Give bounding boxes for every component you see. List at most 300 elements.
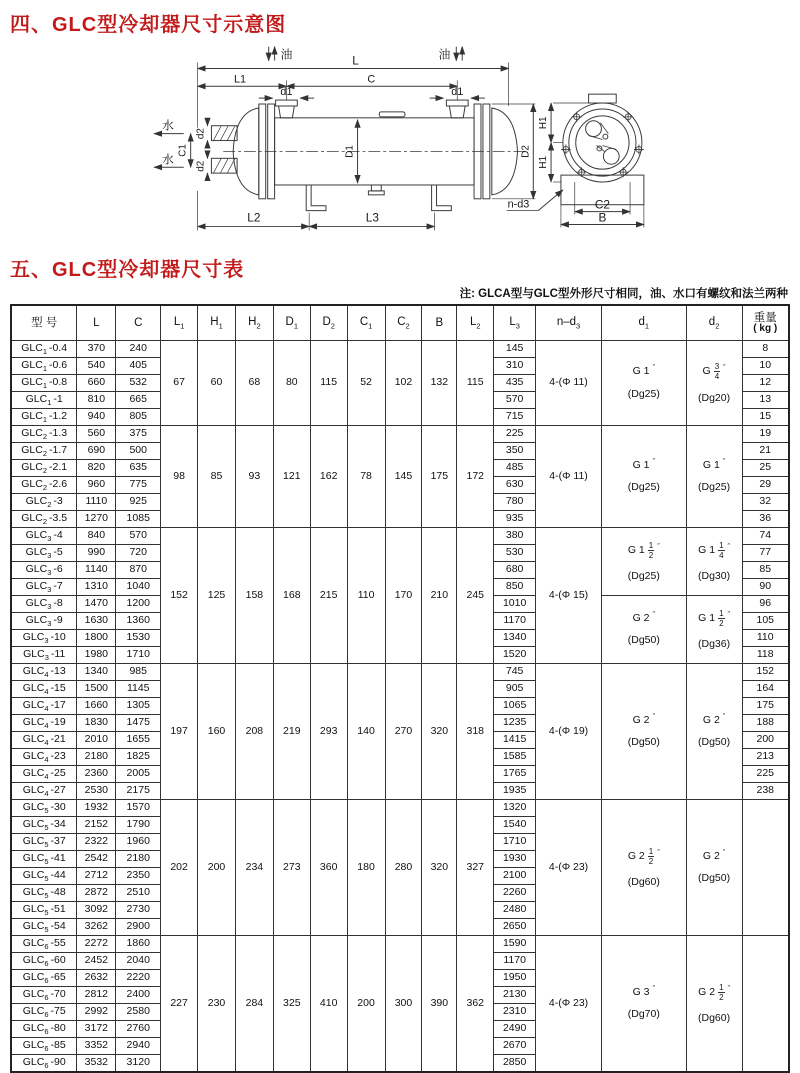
dim-cell: 158 [235,528,273,664]
value-cell: 2992 [77,1004,116,1021]
model-cell: $GLC_4$ -15 [11,681,77,698]
weight-cell: 15 [742,409,789,426]
l3-cell: 1935 [494,783,536,800]
weight-cell: 8 [742,341,789,358]
dim-label-C: C [367,73,376,86]
dimension-diagram [10,39,790,251]
value-cell: 2360 [77,766,116,783]
dim-label-C2: C2 [594,197,610,212]
value-cell: 3532 [77,1055,116,1073]
l3-cell: 1765 [494,766,536,783]
value-cell: 2272 [77,936,116,953]
l3-cell: 435 [494,375,536,392]
model-cell: $GLC_4$ -19 [11,715,77,732]
col-header-9: $C_2$ [385,305,422,341]
value-cell: 2220 [116,970,161,987]
l3-cell: 2260 [494,885,536,902]
value-cell: 2510 [116,885,161,902]
value-cell: 1790 [116,817,161,834]
model-cell: $GLC_2$ -3 [11,494,77,511]
value-cell: 810 [77,392,116,409]
col-header-15: $d_2$ [686,305,742,341]
value-cell: 240 [116,341,161,358]
value-cell: 1710 [116,647,161,664]
oil-label-left: 油 [280,47,293,62]
dim-cell: 327 [457,800,494,936]
dim-cell: 115 [310,341,347,426]
col-header-7: $D_2$ [310,305,347,341]
d1-cell: G 1 ″ (Dg25) [601,426,686,528]
weight-cell: 110 [742,630,789,647]
col-header-10: B [422,305,457,341]
dim-cell: 52 [347,341,385,426]
weight-cell: 13 [742,392,789,409]
model-cell: $GLC_3$ -5 [11,545,77,562]
value-cell: 570 [116,528,161,545]
section4-title: 四、GLC型冷却器尺寸示意图 [10,14,287,36]
dim-cell: 219 [273,664,310,800]
value-cell: 2730 [116,902,161,919]
dim-cell: 320 [422,664,457,800]
l3-cell: 2670 [494,1038,536,1055]
section5-title: 五、GLC型冷却器尺寸表 [10,259,245,281]
dim-cell: 60 [198,341,236,426]
nd3-cell: 4-(Φ 11) [536,341,602,426]
l3-cell: 780 [494,494,536,511]
header-row [11,305,789,341]
l3-cell: 1930 [494,851,536,868]
model-cell: $GLC_4$ -13 [11,664,77,681]
value-cell: 2322 [77,834,116,851]
model-cell: $GLC_6$ -85 [11,1038,77,1055]
value-cell: 925 [116,494,161,511]
value-cell: 1310 [77,579,116,596]
dim-label-d1-right: d1 [451,86,464,99]
model-cell: $GLC_5$ -44 [11,868,77,885]
l3-cell: 2650 [494,919,536,936]
model-cell: $GLC_3$ -8 [11,596,77,613]
value-cell: 1475 [116,715,161,732]
table-row [11,341,789,358]
dim-cell: 132 [422,341,457,426]
value-cell: 2530 [77,783,116,800]
model-cell: $GLC_2$ -2.6 [11,477,77,494]
weight-cell: 200 [742,732,789,749]
model-cell: $GLC_5$ -30 [11,800,77,817]
weight-cell: 213 [742,749,789,766]
dim-cell: 200 [198,800,236,936]
weight-cell: 29 [742,477,789,494]
dim-cell: 300 [385,936,422,1073]
value-cell: 1570 [116,800,161,817]
value-cell: 2712 [77,868,116,885]
value-cell: 1270 [77,511,116,528]
table-row [11,426,789,443]
nd3-cell: 4-(Φ 15) [536,528,602,664]
d1-cell: G 2 ″ (Dg50) [601,596,686,664]
dim-cell: 197 [161,664,198,800]
value-cell: 2180 [116,851,161,868]
model-cell: $GLC_4$ -25 [11,766,77,783]
l3-cell: 1950 [494,970,536,987]
value-cell: 665 [116,392,161,409]
value-cell: 1140 [77,562,116,579]
dim-cell: 273 [273,800,310,936]
value-cell: 635 [116,460,161,477]
l3-cell: 2480 [494,902,536,919]
dim-label-L: L [352,53,359,68]
value-cell: 375 [116,426,161,443]
value-cell: 840 [77,528,116,545]
model-cell: $GLC_6$ -75 [11,1004,77,1021]
dim-cell: 85 [198,426,236,528]
value-cell: 1960 [116,834,161,851]
dim-cell: 280 [385,800,422,936]
dim-cell: 80 [273,341,310,426]
l3-cell: 2490 [494,1021,536,1038]
value-cell: 2940 [116,1038,161,1055]
model-cell: $GLC_6$ -70 [11,987,77,1004]
l3-cell: 1320 [494,800,536,817]
dim-cell: 293 [310,664,347,800]
dim-cell: 180 [347,800,385,936]
water-label-top: 水 [162,118,174,133]
value-cell: 775 [116,477,161,494]
value-cell: 940 [77,409,116,426]
l3-cell: 1710 [494,834,536,851]
dim-label-L2: L2 [247,210,261,225]
dim-cell: 162 [310,426,347,528]
value-cell: 1630 [77,613,116,630]
value-cell: 1800 [77,630,116,647]
dim-label-D2: D2 [520,145,532,158]
value-cell: 2010 [77,732,116,749]
model-cell: $GLC_3$ -10 [11,630,77,647]
l3-cell: 485 [494,460,536,477]
dim-label-B: B [598,210,607,225]
weight-cell: 21 [742,443,789,460]
d2-cell: G 2 ″ (Dg50) [686,800,742,936]
l3-cell: 145 [494,341,536,358]
dim-cell: 170 [385,528,422,664]
model-cell: $GLC_5$ -48 [11,885,77,902]
value-cell: 532 [116,375,161,392]
model-cell: $GLC_2$ -1.3 [11,426,77,443]
weight-cell: 90 [742,579,789,596]
dim-label-H1-bottom: H1 [538,155,550,169]
water-label-bottom: 水 [162,152,174,167]
l3-cell: 1540 [494,817,536,834]
d1-cell: G 1 ″ (Dg25) [601,341,686,426]
d2-cell: G $\frac{3}{4}$ ″ (Dg20) [686,341,742,426]
dim-cell: 215 [310,528,347,664]
l3-cell: 2130 [494,987,536,1004]
weight-cell: 238 [742,783,789,800]
l3-cell: 2850 [494,1055,536,1073]
col-header-13: $n-d_3$ [536,305,602,341]
value-cell: 720 [116,545,161,562]
l3-cell: 935 [494,511,536,528]
value-cell: 2632 [77,970,116,987]
value-cell: 2760 [116,1021,161,1038]
value-cell: 3352 [77,1038,116,1055]
model-cell: $GLC_6$ -90 [11,1055,77,1073]
model-cell: $GLC_4$ -17 [11,698,77,715]
table-row [11,936,789,953]
col-header-2: C [116,305,161,341]
col-header-8: $C_1$ [347,305,385,341]
dim-label-d1-left: d1 [280,86,293,99]
value-cell: 1500 [77,681,116,698]
value-cell: 1860 [116,936,161,953]
weight-cell [742,800,789,936]
value-cell: 1830 [77,715,116,732]
d1-cell: G 1 $\frac{1}{2}$ ″ (Dg25) [601,528,686,596]
weight-cell: 188 [742,715,789,732]
value-cell: 660 [77,375,116,392]
value-cell: 820 [77,460,116,477]
value-cell: 500 [116,443,161,460]
dim-cell: 202 [161,800,198,936]
dim-cell: 160 [198,664,236,800]
value-cell: 3172 [77,1021,116,1038]
dim-cell: 208 [235,664,273,800]
cooler-drawing [10,39,790,249]
model-cell: $GLC_3$ -11 [11,647,77,664]
weight-cell: 77 [742,545,789,562]
value-cell: 2180 [77,749,116,766]
weight-cell: 96 [742,596,789,613]
nd3-cell: 4-(Φ 23) [536,936,602,1073]
value-cell: 1145 [116,681,161,698]
col-header-1: L [77,305,116,341]
model-cell: $GLC_5$ -34 [11,817,77,834]
dim-cell: 245 [457,528,494,664]
weight-cell: 74 [742,528,789,545]
l3-cell: 1520 [494,647,536,664]
dim-cell: 68 [235,341,273,426]
d2-cell: G 1 ″ (Dg25) [686,426,742,528]
dimensions-table [10,304,790,1073]
l3-cell: 1170 [494,953,536,970]
dim-cell: 115 [457,341,494,426]
model-cell: $GLC_4$ -27 [11,783,77,800]
col-header-0: 型 号 [11,305,77,341]
model-cell: $GLC_6$ -65 [11,970,77,987]
model-cell: $GLC_5$ -41 [11,851,77,868]
dim-cell: 125 [198,528,236,664]
value-cell: 1825 [116,749,161,766]
model-cell: $GLC_6$ -55 [11,936,77,953]
col-header-6: $D_1$ [273,305,310,341]
dim-cell: 200 [347,936,385,1073]
dim-label-d2-bottom: d2 [195,160,207,172]
dim-label-D1: D1 [344,145,356,158]
l3-cell: 1170 [494,613,536,630]
dim-label-d2-top: d2 [195,128,207,140]
model-cell: $GLC_1$ -1 [11,392,77,409]
value-cell: 1530 [116,630,161,647]
weight-cell: 175 [742,698,789,715]
d1-cell: G 2 ″ (Dg50) [601,664,686,800]
l3-cell: 905 [494,681,536,698]
nd3-cell: 4-(Φ 19) [536,664,602,800]
value-cell: 3120 [116,1055,161,1073]
l3-cell: 1415 [494,732,536,749]
value-cell: 1980 [77,647,116,664]
d2-cell: G 1 $\frac{1}{2}$ ″ (Dg36) [686,596,742,664]
weight-cell: 105 [742,613,789,630]
l3-cell: 1585 [494,749,536,766]
col-header-3: $L_1$ [161,305,198,341]
dim-cell: 145 [385,426,422,528]
value-cell: 1040 [116,579,161,596]
dim-cell: 210 [422,528,457,664]
dim-cell: 175 [422,426,457,528]
table-note: 注: GLCA型与GLC型外形尺寸相同，油、水口有螺纹和法兰两种 [459,288,788,300]
value-cell: 1085 [116,511,161,528]
d2-cell: G 2 $\frac{1}{2}$ ″ (Dg60) [686,936,742,1073]
model-cell: $GLC_2$ -1.7 [11,443,77,460]
value-cell: 1470 [77,596,116,613]
dim-cell: 110 [347,528,385,664]
l3-cell: 310 [494,358,536,375]
value-cell: 2542 [77,851,116,868]
dim-cell: 98 [161,426,198,528]
col-header-11: $L_2$ [457,305,494,341]
weight-cell: 85 [742,562,789,579]
l3-cell: 715 [494,409,536,426]
col-header-16: 重量 ( kg ) [742,305,789,341]
value-cell: 870 [116,562,161,579]
dim-cell: 93 [235,426,273,528]
d2-cell: G 2 ″ (Dg50) [686,664,742,800]
l3-cell: 380 [494,528,536,545]
value-cell: 405 [116,358,161,375]
model-cell: $GLC_4$ -23 [11,749,77,766]
table-row [11,528,789,545]
dim-cell: 325 [273,936,310,1073]
value-cell: 1655 [116,732,161,749]
dim-cell: 152 [161,528,198,664]
value-cell: 1340 [77,664,116,681]
model-cell: $GLC_1$ -0.8 [11,375,77,392]
dim-cell: 360 [310,800,347,936]
value-cell: 1110 [77,494,116,511]
col-header-5: $H_2$ [235,305,273,341]
d1-cell: G 3 ″ (Dg70) [601,936,686,1073]
cooler-side-view [154,47,535,231]
dim-cell: 320 [422,800,457,936]
model-cell: $GLC_5$ -54 [11,919,77,936]
dim-cell: 67 [161,341,198,426]
l3-cell: 1235 [494,715,536,732]
dim-cell: 270 [385,664,422,800]
d1-cell: G 2 $\frac{1}{2}$ ″ (Dg60) [601,800,686,936]
value-cell: 985 [116,664,161,681]
weight-cell: 118 [742,647,789,664]
weight-cell: 10 [742,358,789,375]
dim-cell: 102 [385,341,422,426]
model-cell: $GLC_6$ -60 [11,953,77,970]
value-cell: 960 [77,477,116,494]
col-header-4: $H_1$ [198,305,236,341]
value-cell: 560 [77,426,116,443]
l3-cell: 1065 [494,698,536,715]
value-cell: 3262 [77,919,116,936]
value-cell: 2175 [116,783,161,800]
l3-cell: 530 [494,545,536,562]
value-cell: 1305 [116,698,161,715]
model-cell: $GLC_2$ -3.5 [11,511,77,528]
l3-cell: 850 [494,579,536,596]
value-cell: 990 [77,545,116,562]
value-cell: 2400 [116,987,161,1004]
model-cell: $GLC_4$ -21 [11,732,77,749]
dim-cell: 230 [198,936,236,1073]
l3-cell: 350 [494,443,536,460]
dim-cell: 362 [457,936,494,1073]
table-row [11,800,789,817]
l3-cell: 745 [494,664,536,681]
value-cell: 2040 [116,953,161,970]
model-cell: $GLC_5$ -51 [11,902,77,919]
value-cell: 1660 [77,698,116,715]
weight-cell: 152 [742,664,789,681]
nd3-cell: 4-(Φ 11) [536,426,602,528]
weight-cell: 164 [742,681,789,698]
model-cell: $GLC_3$ -4 [11,528,77,545]
model-cell: $GLC_2$ -2.1 [11,460,77,477]
l3-cell: 1340 [494,630,536,647]
value-cell: 540 [77,358,116,375]
value-cell: 2152 [77,817,116,834]
dim-cell: 318 [457,664,494,800]
weight-cell: 12 [742,375,789,392]
value-cell: 2580 [116,1004,161,1021]
dim-cell: 234 [235,800,273,936]
value-cell: 3092 [77,902,116,919]
value-cell: 1360 [116,613,161,630]
model-cell: $GLC_1$ -0.6 [11,358,77,375]
dim-label-L3: L3 [365,210,379,225]
weight-cell: 25 [742,460,789,477]
dim-cell: 168 [273,528,310,664]
table-row [11,664,789,681]
dim-label-C1: C1 [177,144,189,157]
value-cell: 2452 [77,953,116,970]
l3-cell: 2310 [494,1004,536,1021]
value-cell: 1932 [77,800,116,817]
l3-cell: 570 [494,392,536,409]
value-cell: 2005 [116,766,161,783]
nd3-cell: 4-(Φ 23) [536,800,602,936]
value-cell: 370 [77,341,116,358]
value-cell: 805 [116,409,161,426]
col-header-12: $L_3$ [494,305,536,341]
d2-cell: G 1 $\frac{1}{4}$ ″ (Dg30) [686,528,742,596]
dim-cell: 410 [310,936,347,1073]
model-cell: $GLC_3$ -7 [11,579,77,596]
model-cell: $GLC_6$ -80 [11,1021,77,1038]
dim-cell: 172 [457,426,494,528]
l3-cell: 630 [494,477,536,494]
model-cell: $GLC_3$ -6 [11,562,77,579]
dim-cell: 140 [347,664,385,800]
weight-cell: 225 [742,766,789,783]
dim-label-H1-top: H1 [538,116,550,130]
col-header-14: $d_1$ [601,305,686,341]
